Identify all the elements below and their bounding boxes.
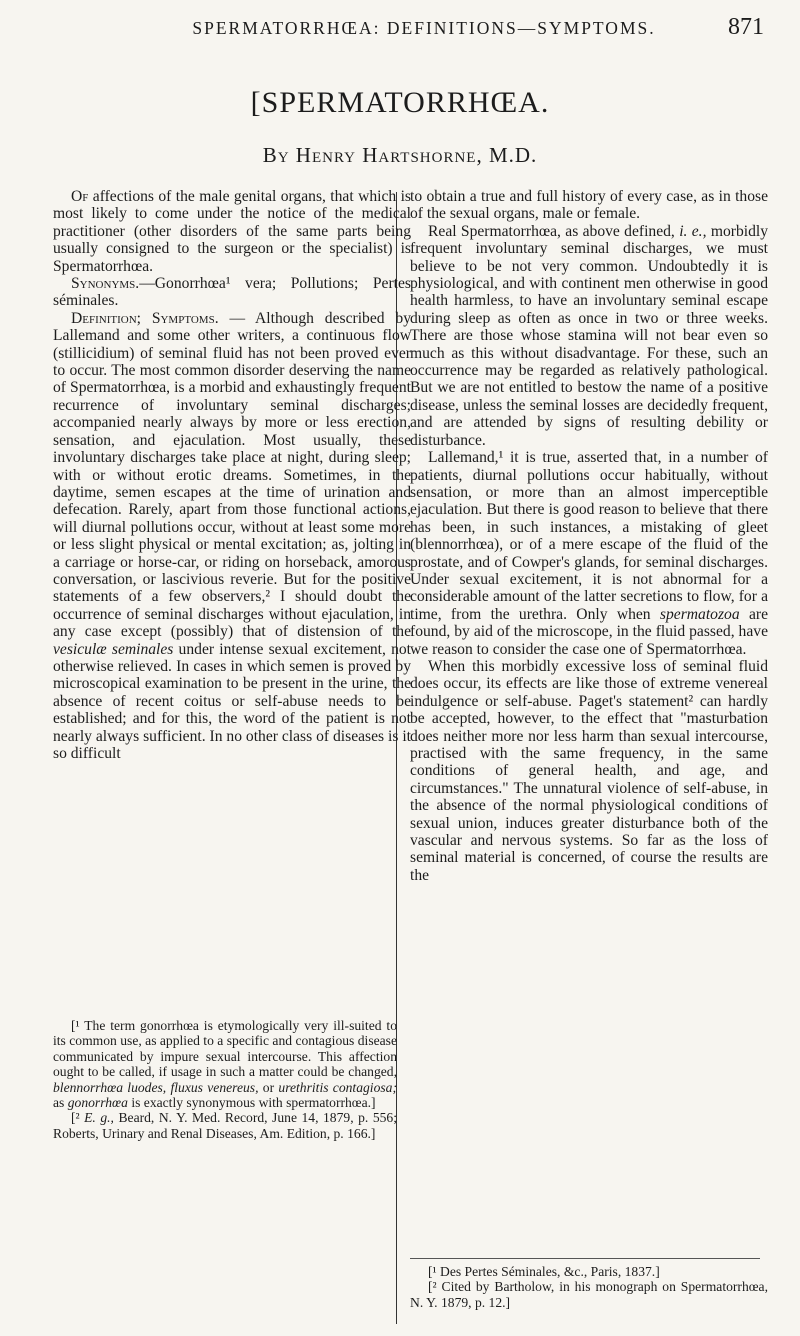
- definition-italic: vesiculæ seminales: [53, 640, 174, 658]
- footnote-text: as: [53, 1095, 68, 1111]
- footnote-text: [¹ The term gonorrhœa is etymologically very ill-suited to its common use, as applied to a specific and contagious disease communicated by impure sexual intercourse. This affection ought to be called, if usage in such a matter could be changed,: [53, 1018, 397, 1080]
- synonyms-paragraph: [53, 275, 411, 310]
- right-column: [410, 188, 768, 884]
- footnote-bartholow: [² Cited by Bartholow, in his monograph on Spermatorrhœa, N. Y. 1879, p. 12.]: [410, 1279, 768, 1310]
- intro-paragraph: [53, 188, 411, 275]
- footnote-italic: gonorrhœa: [67, 1095, 128, 1111]
- footnote-pertes: [¹ Des Pertes Séminales, &c., Paris, 1837.]: [428, 1264, 660, 1279]
- footnote-italic: E. g.,: [84, 1110, 114, 1126]
- definition-label: Definition; Symptoms.: [71, 309, 219, 327]
- footnote-text: Beard, N. Y. Med. Record, June 14, 1879, p. 556; Roberts, Urinary and Renal Diseases, Am. Edition, p. 166.]: [53, 1110, 397, 1141]
- intro-text: affections of the male genital organs, that which is most likely to come under the notice of the medical practitioner (other disorders of the same parts being usually consigned to the surgeon or the specialist) is Spermatorrhœa.: [53, 188, 411, 275]
- intro-lead-word: Of: [71, 188, 89, 205]
- definition-tail: under intense sexual excitement, not otherwise relieved. In cases in which semen is proved by microscopical examination to be present in the urine, the absence of recent coitus or self-abuse needs to be established; and for this, the word of the patient is not nearly always sufficient. In no other class of diseases is it so difficult: [53, 640, 412, 762]
- left-column: [53, 188, 411, 762]
- page-number: 871: [728, 14, 764, 40]
- footnote-separator: [410, 1258, 760, 1259]
- paragraph-text: morbidly frequent involuntary seminal discharges, we must believe to be not very common. Undoubtedly it is physiological, and with continent men otherwise in good health harmless, to have an involuntary seminal escape during sleep as often as once in two or three weeks. There are those whose stamina will not bear even so much as this without disadvantage. For these, such an occurrence may be regarded as relatively pathological. But we are not entitled to bestow the name of a positive disease, unless the seminal losses are decidedly frequent, and are attended by signs of resulting debility or disturbance.: [410, 222, 768, 449]
- running-head: SPERMATORRHŒA: DEFINITIONS—SYMPTOMS.: [192, 18, 656, 38]
- synonyms-label: Synonyms.: [71, 275, 140, 293]
- synonyms-text: —Gonorrhœa¹ vera; Pollutions; Pertes séminales.: [53, 275, 411, 310]
- paragraph-text: Real Spermatorrhœa, as above defined,: [428, 222, 680, 240]
- footnote-text: [²: [71, 1110, 85, 1126]
- footnote-italic: blennorrhœa luodes, fluxus venereus,: [53, 1079, 259, 1095]
- paragraph-italic: spermatozoa: [659, 605, 740, 623]
- article-title: [SPERMATORRHŒA.: [250, 86, 550, 119]
- paragraph-italic: i. e.,: [679, 222, 707, 240]
- real-spermatorrhoea-paragraph: [410, 223, 768, 449]
- paragraph-text: are found, by aid of the microscope, in the fluid passed, have we reason to consider the case one of Spermatorrhœa.: [410, 605, 768, 658]
- continuation-paragraph: to obtain a true and full history of every case, as in those of the sexual organs, male or female.: [410, 188, 768, 223]
- lallemand-paragraph: [410, 449, 768, 658]
- footnote-gonorrhoea: [53, 1018, 397, 1110]
- definition-text: — Although described by Lallemand and some other writers, a continuous flow (stillicidium) of seminal fluid has not been proved ever to occur. The most common disorder deserving the name of Spermatorrhœa, is a morbid and exhaustingly frequent recurrence of involuntary seminal discharges; accompanied nearly always by more or less erection, sensation, and ejaculation. Most usually, these involuntary discharges take place at night, during sleep; with or without erotic dreams. Sometimes, in the daytime, semen escapes at the time of urination and defecation. Rarely, apart from those functional actions, will diurnal pollutions occur, without at least some more or less slight physical or mental excitation; as, jolting in a carriage or horse-car, or riding on horseback, amorous conversation, or lascivious reverie. But for the positive statements of a few observers,² I should doubt the occurrence of seminal discharges without ejaculation, in any case except (possibly) that of distension of the: [53, 309, 411, 641]
- footnote-text: is exactly synonymous with spermatorrhœa.]: [127, 1095, 376, 1111]
- article-byline: By Henry Hartshorne, M.D.: [262, 143, 538, 167]
- paragraph-text: Lallemand,¹ it is true, asserted that, in a number of patients, diurnal pollutions occur habitually, without sensation, or more than an almost imperceptible ejaculation. But there is good reason to believe that there has been, in such instances, a mistaking of gleet (blennorrhœa), or of a mere escape of the fluid of the prostate, and of Cowper's glands, for seminal discharges. Under sexual excitement, it is not abnormal for a considerable amount of the latter secretions to flow, for a time, from the urethra. Only when: [410, 449, 768, 623]
- right-footnotes: [410, 1264, 768, 1310]
- left-footnotes: [53, 1018, 397, 1141]
- definition-paragraph: [53, 310, 411, 763]
- effects-paragraph: When this morbidly excessive loss of seminal fluid does occur, its effects are like those of extreme venereal indulgence or self-abuse. Paget's statement² can hardly be accepted, however, to the effect that "masturbation does neither more nor less harm than sexual intercourse, practised with the same frequency, in the same conditions of general health, and age, and circumstances." The unnatural violence of self-abuse, in the absence of the normal physiological conditions of sexual union, induces greater disturbance both of the vascular and nervous systems. So far as the loss of seminal material is concerned, of course the results are the: [410, 657, 768, 884]
- footnote-italic: urethritis contagiosa;: [278, 1079, 397, 1095]
- footnote-text: or: [258, 1079, 279, 1095]
- footnote-beard: [53, 1110, 397, 1141]
